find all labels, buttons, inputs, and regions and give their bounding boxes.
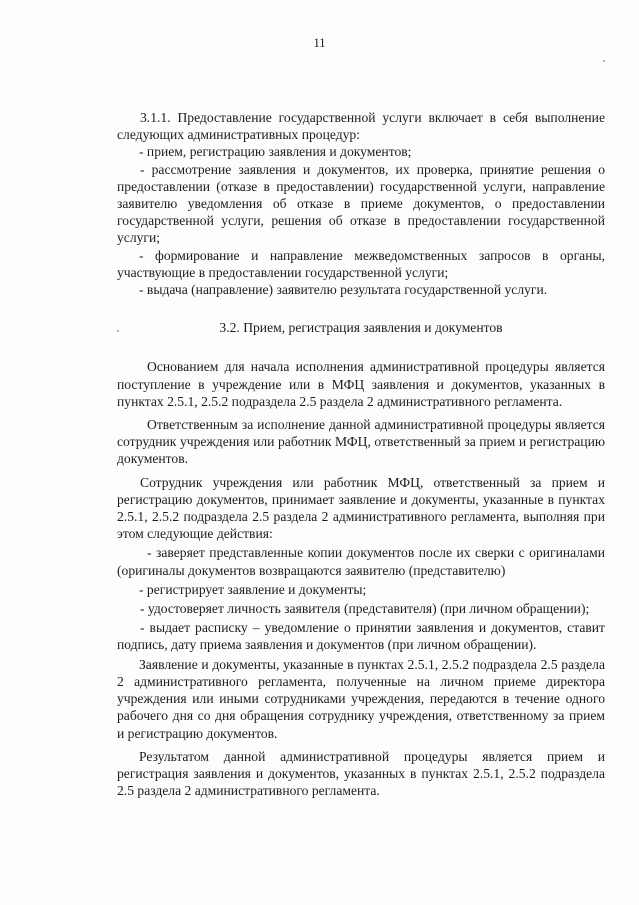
- action-item-verify-identity: - удостоверяет личность заявителя (представителя) (при личном обращении);: [140, 601, 590, 617]
- page-body: [117, 109, 605, 799]
- basis-paragraph: Основанием для начала исполнения административной процедуры является поступление в учреждение или в МФЦ заявления и документов, указанных в пунктах 2.5.1, 2.5.2 подраздела 2.5 раздела 2 административного регламента.: [117, 359, 605, 409]
- scan-speck: [603, 60, 605, 62]
- action-item-register: - регистрирует заявление и документы;: [139, 581, 367, 597]
- responsible-paragraph: Ответственным за исполнение данной административной процедуры является сотрудник учреждения или работник МФЦ, ответственный за прием и регистрацию документов.: [117, 417, 605, 467]
- transfer-paragraph: Заявление и документы, указанные в пунктах 2.5.1, 2.5.2 подраздела 2.5 раздела 2 административного регламента, полученные на личном приеме директора учреждения или иными сотрудниками учреждения, передаются в течение одного рабочего дня со дня обращения сотруднику учреждения, ответственному за прием и регистрацию документов.: [117, 656, 605, 741]
- actions-intro-paragraph: Сотрудник учреждения или работник МФЦ, ответственный за прием и регистрацию документов, принимает заявление и документы, указанные в пунктах 2.5.1, 2.5.2 подраздела 2.5 раздела 2 административного регламента, выполняя при этом следующие действия:: [117, 474, 605, 542]
- result-paragraph: Результатом данной административной процедуры является прием и регистрация заявления и документов, указанных в пунктах 2.5.1, 2.5.2 подраздела 2.5 раздела 2 административного регламента.: [117, 748, 605, 799]
- procedure-item-requests: - формирование и направление межведомственных запросов в органы, участвующие в предоставлении государственной услуги;: [117, 247, 605, 280]
- scan-speck: [117, 330, 119, 332]
- action-item-certify-copies: - заверяет представленные копии документов после их сверки с оригиналами (оригиналы документов возвращаются заявителю (представителю): [117, 545, 605, 578]
- action-item-issue-receipt: - выдает расписку – уведомление о принятии заявления и документов, ставит подпись, дату приема заявления и документов (при личном обращении).: [117, 620, 605, 653]
- procedure-item-issuance: - выдача (направление) заявителю результата государственной услуги.: [139, 282, 548, 298]
- section-heading: 3.2. Прием, регистрация заявления и документов: [219, 320, 503, 336]
- page-number: 11: [313, 36, 326, 50]
- procedures-intro-paragraph: 3.1.1. Предоставление государственной услуги включает в себя выполнение следующих административных процедур:: [117, 110, 605, 143]
- procedure-item-review: - рассмотрение заявления и документов, их проверка, принятие решения о предоставлении (отказе в предоставлении) государственной услуги, направление заявителю уведомления об отказе в приеме документов, о предоставлении государственной услуги, решения об отказе в предоставлении государственной услуги;: [117, 161, 605, 246]
- procedure-item-reception: - прием, регистрацию заявления и документов;: [139, 144, 412, 160]
